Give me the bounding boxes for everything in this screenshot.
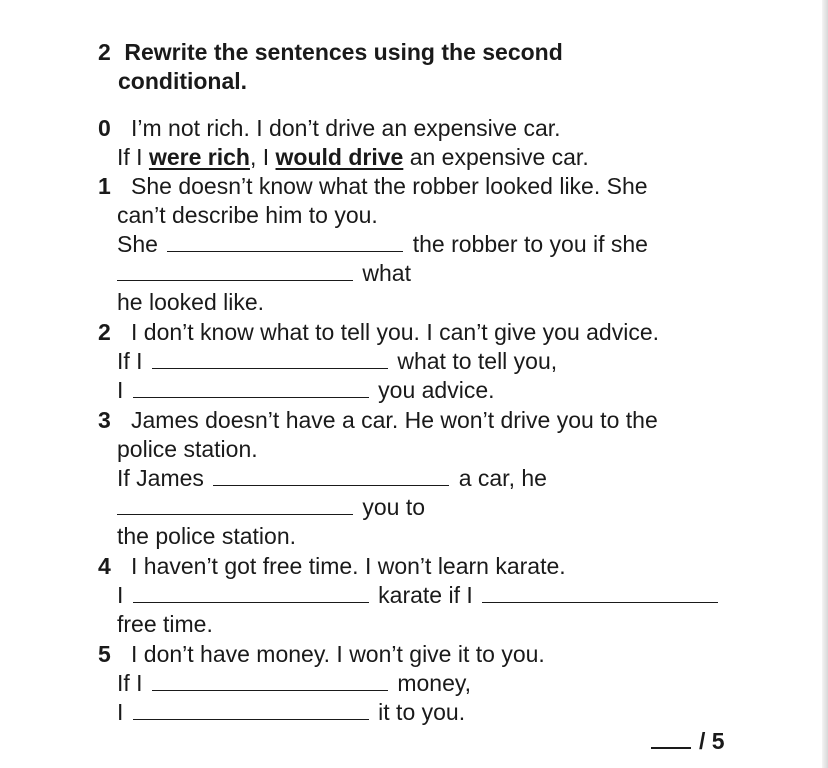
item-2-answer-line-1 [117, 347, 557, 376]
item-number: 1 [98, 173, 111, 199]
item-4-prompt [98, 552, 566, 581]
answer-blank[interactable] [167, 231, 403, 252]
item-4-answer-line-1 [117, 581, 721, 610]
answer-blank[interactable] [152, 670, 388, 691]
answer-text: I [117, 377, 124, 403]
exercise-heading [98, 38, 658, 96]
item-5-prompt [98, 640, 545, 669]
answer-text: you to [362, 494, 426, 520]
page-edge-shadow [822, 0, 828, 768]
item-3-answer-line-1 [117, 464, 547, 493]
item-2-prompt [98, 318, 659, 347]
exercise-number: 2 [98, 39, 111, 65]
item-0-answer [117, 143, 589, 172]
answer-text: If James [117, 465, 204, 491]
item-number: 3 [98, 407, 111, 433]
prompt-text: I don’t have money. I won’t give it to you. [131, 641, 545, 667]
answer-text: what [362, 260, 411, 286]
answer-text: If I [117, 348, 143, 374]
answer-text: I [117, 582, 124, 608]
prompt-text: I haven’t got free time. I won’t learn karate. [131, 553, 566, 579]
item-5-answer-line-2 [117, 698, 465, 727]
prompt-text: I’m not rich. I don’t drive an expensive car. [131, 115, 561, 141]
item-3-prompt-line-1 [98, 406, 658, 435]
item-0-prompt [98, 114, 561, 143]
prompt-text: James doesn’t have a car. He won’t drive you to the [131, 407, 658, 433]
score-box [651, 727, 725, 756]
item-1-prompt-line-1 [98, 172, 648, 201]
answer-text: the robber to you if she [412, 231, 648, 257]
answer-text: karate if I [378, 582, 473, 608]
item-3-answer-line-3: the police station. [117, 523, 297, 549]
answer-text: it to you. [378, 699, 466, 725]
prompt-text: She doesn’t know what the robber looked like. She [131, 173, 648, 199]
answer-blank[interactable] [117, 494, 353, 515]
example-answer-2: would drive [275, 144, 404, 170]
answer-text: an expensive car. [403, 144, 589, 170]
item-4-answer-line-2: free time. [117, 611, 213, 637]
item-number: 5 [98, 641, 111, 667]
instruction-line-2: conditional. [118, 68, 248, 94]
example-answer-1: were rich [148, 144, 250, 170]
item-number: 4 [98, 553, 111, 579]
answer-blank[interactable] [213, 465, 449, 486]
answer-text: you advice. [378, 377, 495, 403]
item-1-prompt-line-2: can’t describe him to you. [117, 202, 378, 228]
item-2-answer-line-2 [117, 376, 495, 405]
answer-text: money, [397, 670, 472, 696]
answer-blank[interactable] [133, 699, 369, 720]
item-1-answer-line-2 [117, 259, 411, 288]
answer-blank[interactable] [152, 348, 388, 369]
item-3-answer-line-2 [117, 493, 425, 522]
item-number: 0 [98, 115, 111, 141]
answer-text: If I [117, 144, 149, 170]
instruction-line-1: Rewrite the sentences using the second [124, 39, 563, 65]
score-total: / 5 [699, 728, 725, 754]
answer-text: I [117, 699, 124, 725]
answer-text: If I [117, 670, 143, 696]
answer-blank[interactable] [482, 582, 718, 603]
answer-text: a car, he [458, 465, 547, 491]
answer-text: , I [249, 144, 276, 170]
item-1-answer-line-1 [117, 230, 648, 259]
answer-blank[interactable] [133, 377, 369, 398]
answer-blank[interactable] [133, 582, 369, 603]
item-5-answer-line-1 [117, 669, 471, 698]
item-number: 2 [98, 319, 111, 345]
prompt-text: I don’t know what to tell you. I can’t give you advice. [131, 319, 660, 345]
item-3-prompt-line-2: police station. [117, 436, 258, 462]
answer-text: what to tell you, [397, 348, 558, 374]
score-blank[interactable] [651, 727, 691, 749]
item-1-answer-line-3: he looked like. [117, 289, 265, 315]
answer-text: She [117, 231, 158, 257]
answer-blank[interactable] [117, 260, 353, 281]
